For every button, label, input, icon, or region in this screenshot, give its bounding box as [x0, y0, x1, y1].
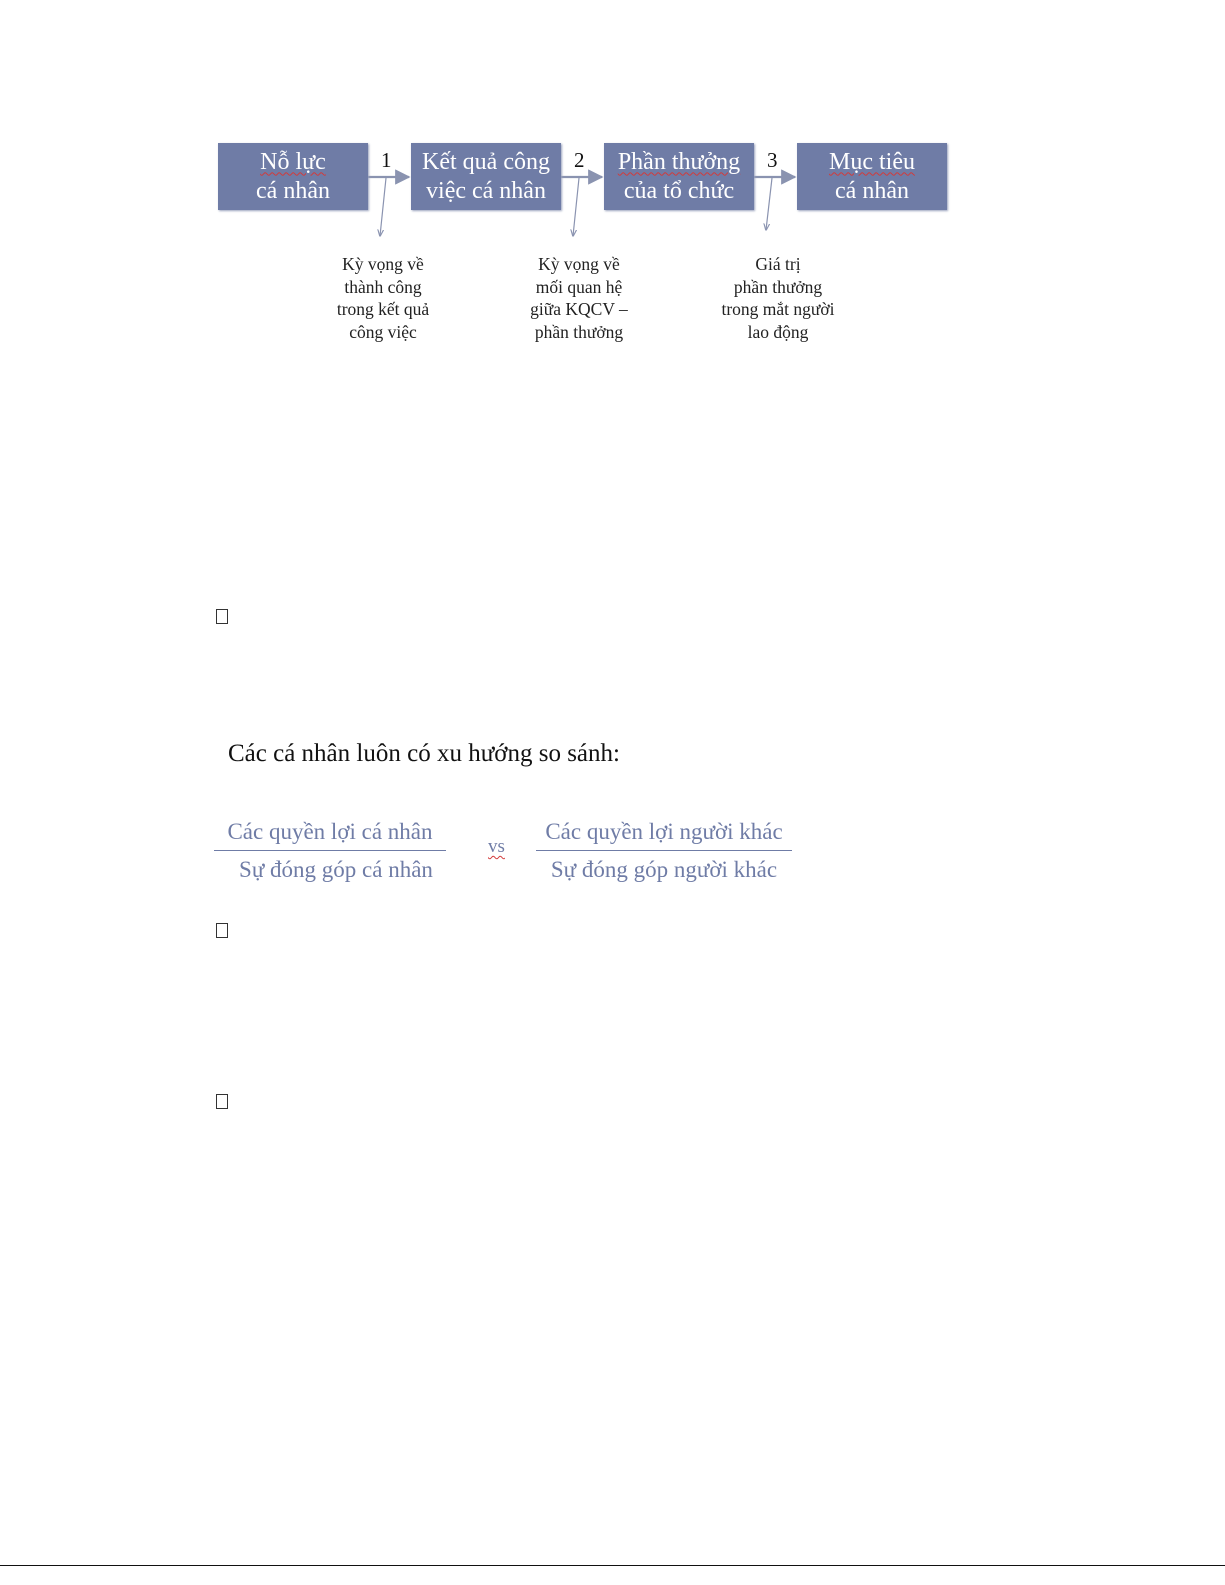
expectation-line: thành công	[344, 276, 422, 297]
expectation-line: công việc	[349, 321, 417, 342]
box-line: cá nhân	[256, 177, 330, 204]
expectation-label-1	[308, 253, 458, 343]
down-arrow-1	[380, 178, 386, 236]
expectation-line: trong kết quả	[336, 299, 430, 319]
expectation-label-2	[504, 253, 654, 343]
step-number-2: 2	[574, 148, 585, 172]
box-individual-effort	[218, 143, 368, 210]
expectation-line: Kỳ vọng về	[538, 254, 620, 274]
comparison-intro-text: Các cá nhân luôn có xu hướng so sánh:	[228, 740, 620, 767]
box-individual-performance	[411, 143, 561, 210]
left-numerator: Các quyền lợi cá nhân	[227, 819, 433, 844]
down-arrow-2	[573, 178, 579, 236]
box-line: cá nhân	[835, 177, 909, 204]
expectation-line: giữa KQCV –	[530, 299, 628, 319]
left-denominator: Sự đóng góp cá nhân	[239, 857, 433, 882]
box-line: việc cá nhân	[426, 177, 546, 204]
right-denominator: Sự đóng góp người khác	[550, 857, 778, 882]
missing-glyph-icon	[216, 1094, 228, 1109]
box-line: Mục tiêu	[829, 148, 915, 175]
left-fraction-bar	[214, 850, 446, 851]
right-fraction-bar	[536, 850, 792, 851]
expectation-label-3	[703, 253, 853, 343]
right-numerator: Các quyền lợi người khác	[545, 819, 783, 844]
missing-glyph-icon	[216, 609, 228, 624]
expectation-line: Giá trị	[755, 254, 801, 274]
box-line: Phần thưởng	[617, 148, 741, 175]
box-line: Kết quả công	[422, 148, 550, 175]
down-arrow-3	[766, 178, 772, 230]
step-number-3: 3	[767, 148, 778, 172]
box-individual-goals	[797, 143, 947, 210]
versus-label: vs	[488, 836, 505, 857]
box-line: của tổ chức	[623, 177, 735, 204]
page-bottom-rule	[0, 1565, 1225, 1566]
expectation-line: phần thưởng	[534, 321, 624, 342]
box-line: Nỗ lực	[260, 148, 326, 175]
box-organizational-reward	[604, 143, 754, 210]
expectation-line: lao động	[747, 321, 809, 342]
step-number-1: 1	[381, 148, 392, 172]
missing-glyph-icon	[216, 923, 228, 938]
expectation-line: mối quan hệ	[535, 276, 623, 297]
expectation-line: phần thưởng	[733, 276, 823, 297]
expectation-line: trong mắt người	[721, 299, 835, 319]
expectation-line: Kỳ vọng về	[342, 254, 424, 274]
